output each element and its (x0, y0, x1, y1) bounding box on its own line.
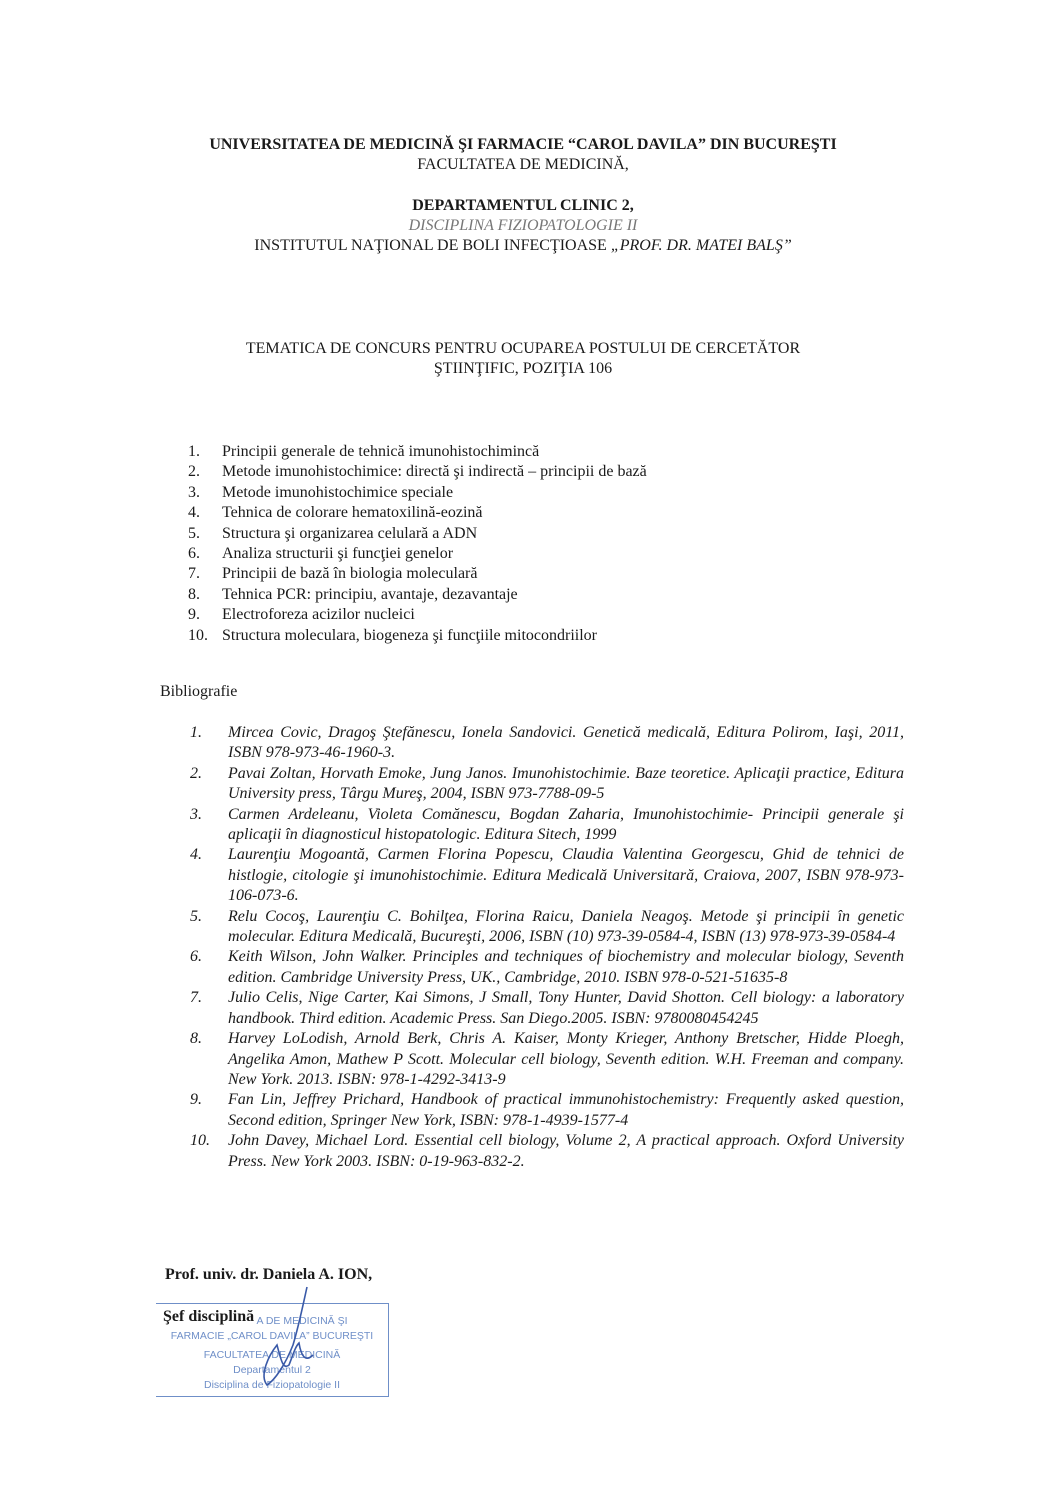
topic-item (188, 626, 647, 646)
faculty-name: FACULTATEA DE MEDICINĂ, (417, 156, 629, 173)
topic-item (188, 462, 647, 482)
department-name: DEPARTAMENTUL CLINIC 2, (412, 197, 634, 214)
topic-item (188, 503, 647, 523)
topic-number: 3. (188, 483, 200, 501)
bibliography-item (190, 988, 904, 1029)
stamp-line: Departamentul 2 (233, 1364, 311, 1376)
topic-item (188, 483, 647, 503)
bibliography-item (190, 907, 904, 948)
topic-item (188, 585, 647, 605)
topic-text: Structura moleculara, biogeneza şi funcţiile mitocondriilor (222, 626, 597, 644)
bibliography-list (190, 723, 904, 1172)
bibliography-text: Laurenţiu Mogoantă, Carmen Florina Popescu, Claudia Valentina Georgescu, Ghid de tehnici de histlogie, citologie şi imunohistochimie. Editura Medicală Universitară, Craiova, 2007, ISBN 978-973-106-073-6. (228, 846, 904, 905)
topic-item (188, 524, 647, 544)
bibliography-text: Keith Wilson, John Walker. Principles and techniques of biochemistry and molecular biology, Seventh edition. Cambridge University Press, UK., Cambridge, 2010. ISBN 978-0-521-51635-8 (228, 948, 904, 986)
stamp-line: Disciplina de Fiziopatologie II (204, 1379, 340, 1391)
topic-number: 1. (188, 443, 200, 460)
bibliography-number: 5. (190, 907, 202, 925)
document-title-line1: TEMATICA DE CONCURS PENTRU OCUPAREA POSTULUI DE CERCETĂTOR (245, 340, 801, 357)
bibliography-text: Fan Lin, Jeffrey Prichard, Handbook of practical immunohistochemistry: Frequently asked question, Second edition, Springer New York, ISBN: 978-1-4939-1577-4 (228, 1091, 904, 1129)
bibliography-number: 6. (190, 948, 202, 966)
bibliography-item (190, 764, 904, 805)
bibliography-number: 1. (190, 724, 202, 741)
topic-number: 2. (188, 463, 200, 481)
discipline-name: DISCIPLINA FIZIOPATOLOGIE II (408, 217, 638, 234)
bibliography-item (190, 805, 904, 846)
topics-list (188, 442, 647, 646)
signatory-name: Prof. univ. dr. Daniela A. ION, (165, 1266, 373, 1283)
bibliography-number: 2. (190, 764, 202, 782)
bibliography-item (190, 723, 904, 764)
bibliography-heading: Bibliografie (160, 683, 238, 700)
topic-number: 7. (188, 565, 200, 583)
bibliography-text: John Davey, Michael Lord. Essential cell biology, Volume 2, A practical approach. Oxford University Press. New York 2003. ISBN: 0-19-963-832-2. (228, 1132, 904, 1170)
topic-number: 9. (188, 606, 200, 624)
document-title-line2: ŞTIINŢIFIC, POZIŢIA 106 (433, 360, 613, 377)
topic-number: 4. (188, 504, 200, 522)
topic-text: Electroforeza acizilor nucleici (222, 606, 415, 624)
topic-item (188, 442, 647, 462)
topic-number: 6. (188, 544, 200, 562)
bibliography-number: 4. (190, 846, 202, 864)
topic-text: Principii de bază în biologia moleculară (222, 565, 478, 583)
topic-text: Principii generale de tehnică imunohistochimincă (222, 443, 540, 460)
topic-number: 8. (188, 585, 200, 603)
bibliography-item (190, 947, 904, 988)
topic-text: Tehnica de colorare hematoxilină-eozină (222, 504, 483, 522)
bibliography-text: Pavai Zoltan, Horvath Emoke, Jung Janos. Imunohistochimie. Baze teoretice. Aplicaţii practice, Editura University press, Târgu Mureş, 2004, ISBN 973-7788-09-5 (228, 764, 904, 803)
topic-item (188, 564, 647, 584)
institute-name: INSTITUTUL NAŢIONAL DE BOLI INFECŢIOASE (254, 237, 607, 254)
bibliography-item (190, 845, 904, 906)
university-name: UNIVERSITATEA DE MEDICINĂ ŞI FARMACIE “CAROL DAVILA” DIN BUCUREŞTI (209, 136, 837, 153)
stamp-line: FACULTATEA DE MEDICINĂ (203, 1349, 341, 1361)
bibliography-text: Mircea Covic, Dragoş Ştefănescu, Ionela Sandovici. Genetică medicală, Editura Polirom, Iaşi, 2011, ISBN 978-973-46-1960-3. (228, 724, 904, 762)
bibliography-text: Harvey LoLodish, Arnold Berk, Chris A. Kaiser, Monty Krieger, Anthony Bretscher, Hidde Ploegh, Angelika Amon, Mathew P Scott. Molecular cell biology, Seventh edition. W.H. Freeman and company. New York. 2013. ISBN: 978-1-4292-3413-9 (228, 1030, 904, 1088)
bibliography-text: Carmen Ardeleanu, Violeta Comănescu, Bogdan Zaharia, Imunohistochimie- Principii generale şi aplicaţii în diagnosticul histopatologic. Editura Sitech, 1999 (228, 805, 904, 844)
bibliography-number: 8. (190, 1030, 202, 1048)
stamp-line: FARMACIE „CAROL DAVILA” BUCUREŞTI (170, 1330, 374, 1342)
topic-text: Metode imunohistochimice speciale (222, 483, 454, 501)
institute-line (0, 237, 1046, 255)
signatory-role: Şef disciplină (163, 1308, 255, 1325)
bibliography-number: 9. (190, 1091, 202, 1109)
stamp-line: A DE MEDICINĂ ŞI (256, 1315, 348, 1327)
institute-patron: „PROF. DR. MATEI BALŞ” (610, 237, 792, 254)
topic-text: Analiza structurii şi funcţiei genelor (222, 544, 454, 562)
topic-item (188, 605, 647, 625)
topic-text: Metode imunohistochimice: directă şi indirectă – principii de bază (222, 463, 647, 481)
topic-item (188, 544, 647, 564)
bibliography-number: 7. (190, 989, 202, 1007)
topic-number: 10. (188, 626, 208, 644)
topic-number: 5. (188, 524, 200, 542)
handwritten-signature (255, 1285, 325, 1395)
bibliography-number: 3. (190, 805, 202, 823)
bibliography-text: Julio Celis, Nige Carter, Kai Simons, J Small, Tony Hunter, David Shotton. Cell biology: a laboratory handbook. Third edition. Academic Press. San Diego.2005. ISBN: 9780080454245 (228, 989, 904, 1027)
bibliography-item (190, 1131, 904, 1172)
bibliography-number: 10. (190, 1132, 210, 1150)
bibliography-text: Relu Cocoş, Laurenţiu C. Bohilţea, Florina Raicu, Daniela Neagoş. Metode şi principii în genetic molecular. Editura Medicală, Bucureşti, 2006, ISBN (10) 973-39-0584-4, ISBN (13) 978-973-39-0584-4 (228, 907, 904, 946)
topic-text: Tehnica PCR: principiu, avantaje, dezavantaje (222, 585, 518, 603)
topic-text: Structura şi organizarea celulară a ADN (222, 524, 478, 542)
bibliography-item (190, 1090, 904, 1131)
bibliography-item (190, 1029, 904, 1090)
